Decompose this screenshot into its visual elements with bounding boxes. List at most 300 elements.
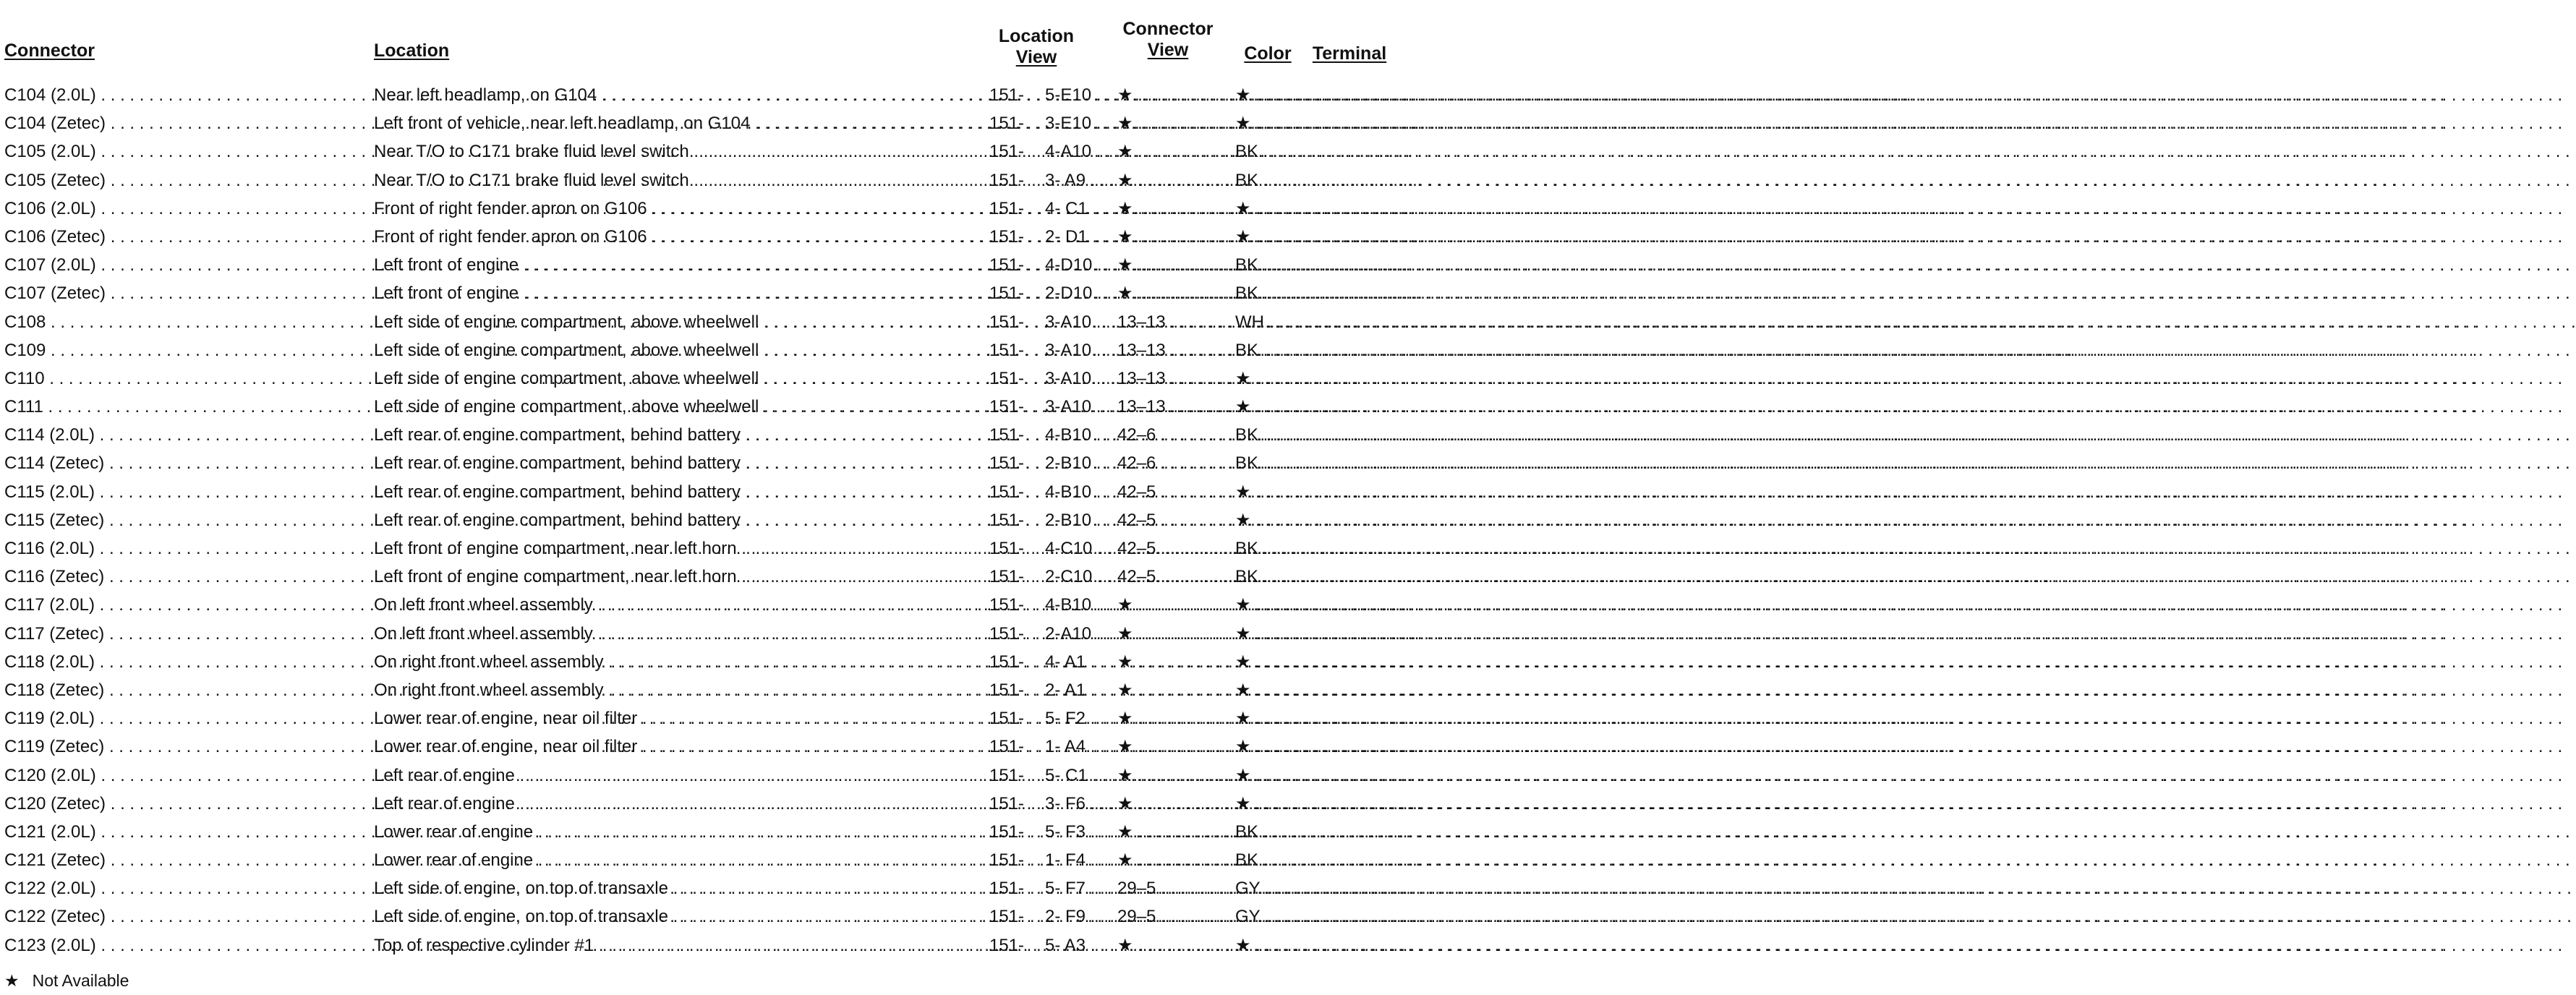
color-cell [1235,936,1336,956]
location-prefix-cell-text: 151- [989,821,1025,842]
location-view-cell [1045,255,1112,276]
location-view-cell-text: 3-A10 [1045,312,1092,332]
color-cell-text: ★ [1235,482,1251,502]
connector-cell-text: C115 (2.0L) [4,482,95,502]
location-prefix-cell-text: 151- [989,737,1025,757]
color-cell [1235,595,1336,615]
location-prefix-cell [989,567,1025,587]
location-cell-text: Left front of engine compartment, near left horn [374,539,737,558]
color-cell [1235,397,1336,417]
connector-view-cell [1117,737,1232,757]
location-prefix-cell [989,510,1025,531]
connector-view-cell-text: 13–13 [1117,397,1166,417]
location-view-cell-text: 4- C1 [1045,198,1088,218]
location-view-cell [1045,709,1112,729]
footnote-text: Not Available [32,971,129,990]
header-connector-view-line2: View [1147,40,1189,60]
location-view-cell-text: 2- A1 [1045,680,1086,700]
location-view-cell-text: 2-C10 [1045,567,1093,587]
location-cell [374,567,985,587]
header-location-view [989,26,1083,68]
connector-cell-text: C120 (Zetec) [4,793,106,813]
connector-cell-text: C118 (Zetec) [4,680,105,700]
location-prefix-cell-text: 151- [989,765,1025,785]
location-view-cell-text: 5- F3 [1045,821,1086,842]
location-view-cell-text: 3- A9 [1045,170,1086,190]
location-cell-text: Left rear of engine compartment, behind battery [374,482,741,502]
table-row [0,421,1396,449]
connector-cell-text: C115 (Zetec) [4,510,105,530]
table-row [0,137,1396,166]
color-cell-text: ★ [1235,680,1251,700]
location-cell [374,114,985,134]
location-view-cell-text: 2-D10 [1045,283,1093,304]
location-cell [374,227,985,247]
color-cell [1235,453,1336,474]
table-row [0,478,1396,506]
location-cell [374,850,985,871]
table-row [0,364,1396,393]
location-prefix-cell [989,397,1025,417]
location-prefix-cell-text: 151- [989,680,1025,700]
color-cell [1235,341,1336,361]
location-view-cell [1045,369,1112,389]
color-cell-text: ★ [1235,198,1251,218]
color-cell-text: BK [1235,283,1259,304]
color-cell-text: GY [1235,907,1261,927]
location-prefix-cell [989,368,1025,389]
color-cell [1235,766,1336,786]
connector-view-cell [1117,850,1232,871]
color-cell-text: BK [1235,340,1259,360]
location-cell [374,312,985,333]
location-view-cell-text: 3-A10 [1045,368,1092,388]
connector-cell-text: C106 (Zetec) [4,226,106,247]
color-cell-text: ★ [1235,709,1251,729]
location-prefix-cell [989,142,1025,162]
location-prefix-cell-text: 151- [989,510,1025,530]
color-cell [1235,539,1336,559]
connector-view-cell-text: ★ [1117,170,1133,190]
location-prefix-cell-text: 151- [989,567,1025,587]
location-prefix-cell [989,312,1025,333]
location-view-cell [1045,595,1112,615]
location-view-cell [1045,879,1112,899]
footnote [4,970,129,991]
color-cell [1235,737,1336,757]
star-icon: ★ [4,971,20,990]
location-view-cell [1045,652,1112,672]
connector-view-cell-text: 29–5 [1117,907,1156,927]
connector-view-cell [1117,142,1232,162]
location-view-cell [1045,794,1112,814]
connector-view-cell [1117,624,1232,644]
connector-view-cell-text: 42–5 [1117,482,1156,502]
connector-view-cell [1117,709,1232,729]
connector-view-cell-text: 13–13 [1117,312,1166,332]
connector-view-cell [1117,539,1232,559]
connector-view-cell [1117,794,1232,814]
location-view-cell-text: 4- A1 [1045,652,1086,672]
connector-cell [4,283,367,304]
location-prefix-cell [989,283,1025,304]
connector-cell [4,539,367,559]
location-cell-text: Left side of engine compartment, above wheelwell [374,312,759,332]
header-color [1235,43,1300,64]
connector-cell-text: C109 [4,340,46,360]
color-cell [1235,822,1336,842]
connector-view-cell-text: ★ [1117,198,1133,218]
location-view-cell-text: 1- F4 [1045,850,1086,871]
location-cell-text: Lower rear of engine, near oil filter [374,709,638,729]
connector-view-cell [1117,766,1232,786]
location-prefix-cell [989,453,1025,474]
location-cell-text: Left side of engine compartment, above wheelwell [374,368,759,388]
color-cell [1235,312,1336,333]
color-cell [1235,171,1336,191]
connector-cell [4,255,367,276]
connector-cell-text: C107 (Zetec) [4,283,106,304]
location-prefix-cell-text: 151- [989,482,1025,502]
location-cell [374,737,985,757]
connector-cell [4,341,367,361]
connector-view-cell [1117,567,1232,587]
connector-cell-text: C116 (Zetec) [4,567,105,587]
location-prefix-cell [989,482,1025,503]
color-cell [1235,680,1336,701]
connector-view-cell-text: 13–13 [1117,340,1166,360]
location-view-cell [1045,511,1112,531]
location-cell-text: Left side of engine compartment, above wheelwell [374,397,759,417]
table-row [0,449,1396,477]
connector-view-cell-text: 13–13 [1117,368,1166,388]
color-cell-text: ★ [1235,765,1251,785]
connector-cell-text: C122 (2.0L) [4,879,96,899]
connector-cell [4,425,367,445]
connector-view-cell-text: ★ [1117,226,1133,247]
location-cell [374,369,985,389]
color-cell [1235,511,1336,531]
connector-cell [4,822,367,842]
connector-view-cell [1117,85,1232,106]
connector-view-cell-text: 42–5 [1117,510,1156,530]
connector-cell [4,142,367,162]
connector-cell-text: C114 (2.0L) [4,425,95,445]
location-prefix-cell [989,85,1025,106]
location-cell-text: Near T/O to C171 brake fluid level switch [374,170,689,190]
color-cell-text: BK [1235,567,1259,587]
color-cell [1235,907,1336,927]
table-row [0,761,1396,790]
color-cell-text: ★ [1235,85,1251,105]
location-view-cell-text: 5-E10 [1045,85,1092,105]
connector-cell [4,624,367,644]
location-view-cell-text: 2-B10 [1045,453,1092,474]
connector-view-cell-text: ★ [1117,821,1133,842]
connector-cell-text: C107 (2.0L) [4,255,96,276]
location-prefix-cell-text: 151- [989,850,1025,871]
location-cell [374,879,985,899]
location-view-cell [1045,766,1112,786]
connector-cell [4,171,367,191]
location-prefix-cell [989,226,1025,247]
location-view-cell [1045,453,1112,474]
connector-cell [4,227,367,247]
color-cell-text: WH [1235,312,1264,332]
location-view-cell [1045,425,1112,445]
connector-view-cell-text: ★ [1117,85,1133,105]
connector-view-cell-text: ★ [1117,680,1133,700]
connector-cell [4,482,367,503]
color-cell-text: BK [1235,453,1259,474]
location-cell [374,341,985,361]
connector-view-cell [1117,199,1232,219]
connector-cell-text: C119 (2.0L) [4,709,95,729]
location-prefix-cell [989,765,1025,786]
connector-view-cell-text: ★ [1117,283,1133,304]
color-cell-text: GY [1235,879,1261,899]
location-prefix-cell-text: 151- [989,170,1025,190]
location-prefix-cell-text: 151- [989,114,1025,134]
table-row [0,818,1396,846]
connector-view-cell [1117,369,1232,389]
location-cell-text: Left side of engine, on top of transaxle [374,907,668,927]
location-view-cell [1045,283,1112,304]
location-prefix-cell-text: 151- [989,312,1025,332]
connector-cell-text: C117 (Zetec) [4,623,105,644]
table-row [0,279,1396,307]
location-view-cell-text: 2-A10 [1045,623,1092,644]
location-cell [374,822,985,842]
header-location-view-line1: Location [998,26,1075,46]
location-cell [374,680,985,701]
location-view-cell-text: 3-E10 [1045,114,1092,134]
connector-view-cell-text: ★ [1117,623,1133,644]
location-view-cell [1045,624,1112,644]
connector-view-cell [1117,341,1232,361]
connector-view-cell [1117,482,1232,503]
location-view-cell [1045,680,1112,701]
location-cell-text: On right front wheel assembly [374,680,604,700]
table-row [0,251,1396,279]
header-location-view-line2: View [1015,47,1057,67]
color-cell-text: BK [1235,821,1259,842]
color-cell [1235,283,1336,304]
location-view-cell [1045,171,1112,191]
connector-view-cell [1117,283,1232,304]
location-cell [374,539,985,559]
location-view-cell-text: 3-A10 [1045,397,1092,417]
connector-view-cell-text: ★ [1117,935,1133,955]
connector-cell-text: C108 [4,312,46,332]
location-prefix-cell [989,623,1025,644]
connector-view-cell [1117,453,1232,474]
connector-cell [4,766,367,786]
location-prefix-cell-text: 151- [989,453,1025,474]
connector-view-cell [1117,822,1232,842]
color-cell [1235,879,1336,899]
connector-cell [4,312,367,333]
location-prefix-cell [989,425,1025,445]
location-cell-text: Lower rear of engine, near oil filter [374,737,638,757]
header-connector-view-line1: Connector [1122,19,1214,39]
table-row [0,109,1396,137]
connector-cell-text: C121 (Zetec) [4,850,106,871]
location-view-cell [1045,482,1112,503]
table-row [0,931,1396,960]
location-cell [374,936,985,956]
connector-view-cell [1117,680,1232,701]
location-view-cell-text: 2- F9 [1045,907,1086,927]
connector-cell-text: C114 (Zetec) [4,453,105,474]
connector-view-cell-text: 29–5 [1117,879,1156,899]
location-view-cell-text: 4-D10 [1045,255,1093,276]
location-cell-text: Front of right fender apron on G106 [374,198,647,218]
color-cell [1235,425,1336,445]
color-cell [1235,482,1336,503]
location-cell [374,255,985,276]
color-cell-text: ★ [1235,114,1251,134]
location-cell-text: Left side of engine, on top of transaxle [374,879,668,899]
location-view-cell-text: 4-B10 [1045,425,1092,445]
connector-cell-text: C120 (2.0L) [4,765,96,785]
location-view-cell [1045,822,1112,842]
location-view-cell [1045,199,1112,219]
connector-cell [4,85,367,106]
location-cell-text: On right front wheel assembly [374,652,604,672]
table-row [0,648,1396,676]
connector-view-cell-text: 42–6 [1117,425,1156,445]
connector-cell [4,453,367,474]
location-prefix-cell-text: 151- [989,255,1025,276]
location-view-cell [1045,227,1112,247]
location-prefix-cell-text: 151- [989,907,1025,927]
color-cell-text: BK [1235,539,1259,558]
location-cell-text: Left front of vehicle, near left headlamp, on G104 [374,114,751,134]
table-row [0,676,1396,704]
table-row [0,704,1396,733]
location-cell [374,907,985,927]
location-prefix-cell [989,170,1025,191]
table-row [0,591,1396,619]
location-prefix-cell-text: 151- [989,879,1025,899]
connector-cell [4,936,367,956]
color-cell [1235,85,1336,106]
location-prefix-cell [989,793,1025,814]
location-cell [374,709,985,729]
location-prefix-cell-text: 151- [989,425,1025,445]
location-prefix-cell [989,709,1025,729]
location-cell [374,425,985,445]
location-cell-text: Left side of engine compartment, above wheelwell [374,340,759,360]
location-view-cell-text: 5- F7 [1045,879,1086,899]
connector-cell-text: C119 (Zetec) [4,737,105,757]
connector-view-cell-text: ★ [1117,793,1133,813]
color-cell [1235,114,1336,134]
color-cell-text: ★ [1235,510,1251,530]
header-connector-label: Connector [4,40,95,61]
location-view-cell [1045,850,1112,871]
location-prefix-cell-text: 151- [989,793,1025,813]
location-cell-text: Left front of engine compartment, near left horn [374,567,737,587]
location-cell-text: On left front wheel assembly [374,595,593,615]
connector-cell [4,737,367,757]
color-cell [1235,142,1336,162]
location-prefix-cell [989,539,1025,559]
location-cell-text: Left rear of engine compartment, behind battery [374,425,741,445]
location-view-cell [1045,85,1112,106]
connector-view-cell [1117,425,1232,445]
connector-view-cell-text: ★ [1117,765,1133,785]
location-prefix-cell [989,595,1025,615]
location-prefix-cell-text: 151- [989,340,1025,360]
table-row [0,81,1396,109]
color-cell [1235,567,1336,587]
location-view-cell [1045,539,1112,559]
location-view-cell-text: 5- F2 [1045,709,1086,729]
location-cell [374,652,985,672]
location-view-cell [1045,737,1112,757]
location-cell [374,624,985,644]
connector-view-cell [1117,397,1232,417]
location-prefix-cell-text: 151- [989,623,1025,644]
color-cell-text: ★ [1235,226,1251,247]
location-view-cell [1045,936,1112,956]
location-view-cell-text: 3-A10 [1045,340,1092,360]
location-cell-text: Lower rear of engine [374,850,534,871]
connector-cell [4,652,367,672]
location-cell [374,283,985,304]
color-cell [1235,709,1336,729]
table-row [0,902,1396,931]
header-terminal [1306,43,1393,64]
table-row [0,393,1396,421]
color-cell [1235,652,1336,672]
connector-view-cell [1117,879,1232,899]
connector-view-cell [1117,171,1232,191]
connector-cell [4,511,367,531]
connector-view-cell-text: 42–5 [1117,567,1156,587]
color-cell-text: ★ [1235,737,1251,757]
location-cell [374,766,985,786]
connector-cell-text: C104 (2.0L) [4,85,96,105]
location-prefix-cell [989,935,1025,956]
location-prefix-cell [989,907,1025,927]
connector-view-cell [1117,511,1232,531]
location-cell [374,794,985,814]
location-prefix-cell [989,680,1025,701]
location-view-cell [1045,397,1112,417]
table-row [0,223,1396,251]
location-cell [374,482,985,503]
location-view-cell-text: 5- A3 [1045,935,1086,955]
location-view-cell-text: 2- D1 [1045,226,1088,247]
table-row [0,534,1396,563]
location-prefix-cell-text: 151- [989,226,1025,247]
connector-cell-text: C121 (2.0L) [4,821,96,842]
location-prefix-cell-text: 151- [989,709,1025,729]
color-cell [1235,227,1336,247]
table-row [0,733,1396,761]
header-terminal-label: Terminal [1312,43,1387,64]
table-row [0,166,1396,195]
location-cell [374,511,985,531]
color-cell-text: ★ [1235,793,1251,813]
location-prefix-cell [989,198,1025,219]
location-cell [374,199,985,219]
connector-cell [4,794,367,814]
location-cell-text: Left rear of engine [374,765,515,785]
